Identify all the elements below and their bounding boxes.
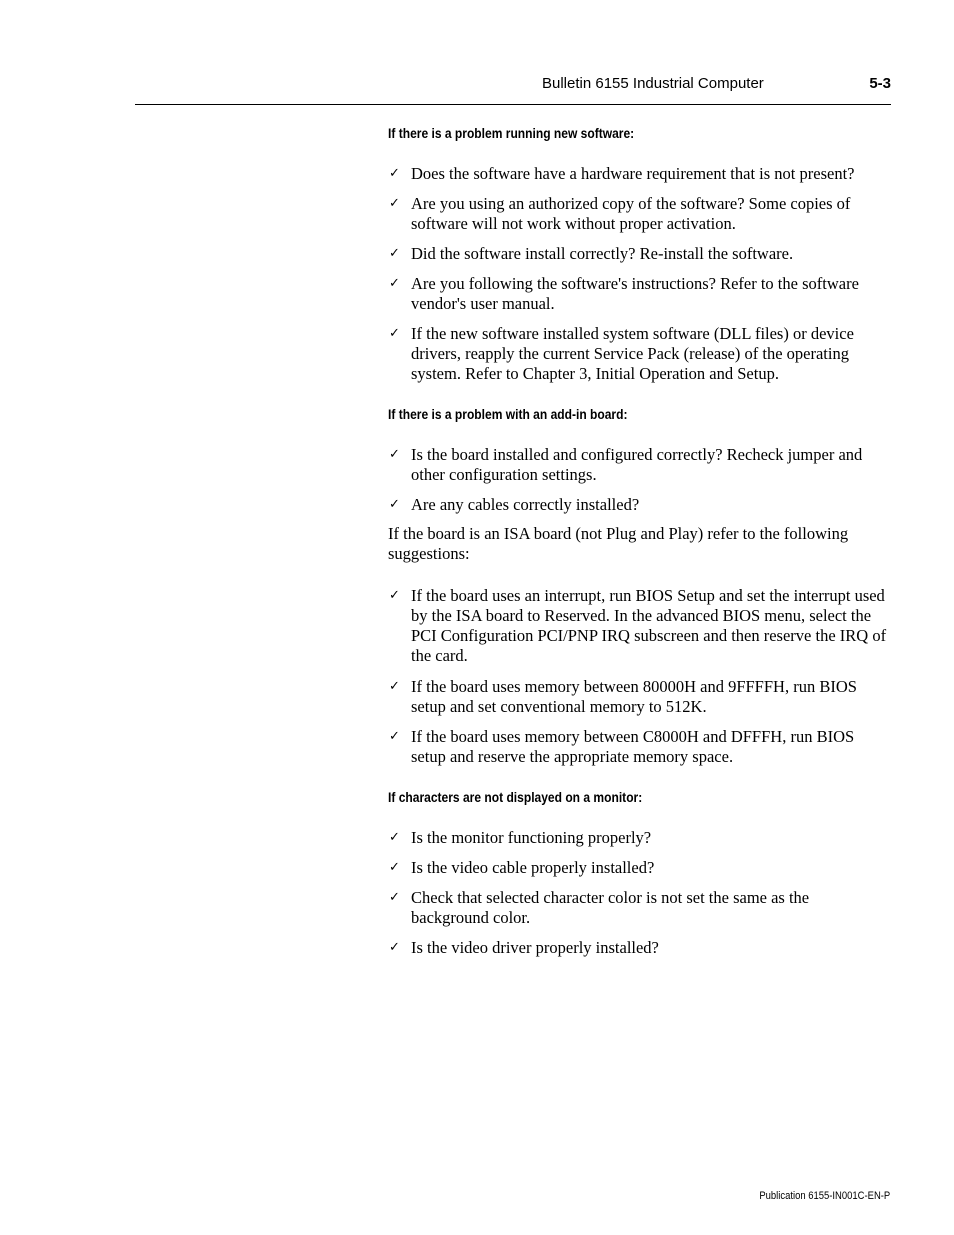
checkmark-icon: ✓ xyxy=(389,246,400,261)
list-item xyxy=(388,727,891,767)
page-header xyxy=(135,74,891,105)
list-item-text: Is the video driver properly installed? xyxy=(411,938,659,957)
list-item xyxy=(388,858,891,878)
list-item-text: Check that selected character color is not set the same as the background color. xyxy=(411,888,810,927)
publication-footer: Publication 6155-IN001C-EN-P xyxy=(759,1190,890,1202)
main-content xyxy=(388,124,891,958)
header-title: Bulletin 6155 Industrial Computer xyxy=(542,75,764,92)
list-item xyxy=(388,938,891,958)
section-heading-add-in-board: If there is a problem with an add-in board: xyxy=(388,406,628,422)
checkmark-icon: ✓ xyxy=(389,497,400,512)
list-item xyxy=(388,677,891,717)
checkmark-icon: ✓ xyxy=(389,447,400,462)
checklist-software xyxy=(388,164,891,384)
list-item xyxy=(388,888,891,928)
list-item-text: If the board uses an interrupt, run BIOS Setup and set the interrupt used by the ISA board to Reserved. In the advanced BIOS menu, select the PCI Configuration PCI/PNP IRQ subscreen and then reserve the IRQ of the card. xyxy=(411,586,887,665)
checkmark-icon: ✓ xyxy=(389,588,400,603)
list-item xyxy=(388,445,891,485)
section-heading-software: If there is a problem running new software: xyxy=(388,125,635,141)
list-item-text: If the board uses memory between C8000H and DFFFH, run BIOS setup and reserve the appropriate memory space. xyxy=(411,727,855,766)
list-item-text: Is the board installed and configured correctly? Recheck jumper and other configuration settings. xyxy=(411,445,863,484)
list-item xyxy=(388,274,891,314)
list-item-text: Is the monitor functioning properly? xyxy=(411,828,652,847)
list-item-text: Does the software have a hardware requirement that is not present? xyxy=(411,164,855,183)
isa-board-paragraph: If the board is an ISA board (not Plug and Play) refer to the following suggestions: xyxy=(388,524,849,563)
checkmark-icon: ✓ xyxy=(389,276,400,291)
list-item-text: Did the software install correctly? Re-install the software. xyxy=(411,244,794,263)
list-item xyxy=(388,194,891,234)
checklist-isa-board xyxy=(388,586,891,767)
section-heading-monitor: If characters are not displayed on a monitor: xyxy=(388,789,643,805)
checklist-add-in-board xyxy=(388,445,891,515)
list-item xyxy=(388,244,891,264)
list-item-text: Are you using an authorized copy of the software? Some copies of software will not work without proper activation. xyxy=(411,194,851,233)
checkmark-icon: ✓ xyxy=(389,890,400,905)
page-number: 5-3 xyxy=(869,75,891,92)
checkmark-icon: ✓ xyxy=(389,860,400,875)
list-item xyxy=(388,495,891,515)
list-item-text: Are any cables correctly installed? xyxy=(411,495,640,514)
list-item-text: Are you following the software's instructions? Refer to the software vendor's user manual. xyxy=(411,274,859,313)
checklist-monitor xyxy=(388,828,891,958)
checkmark-icon: ✓ xyxy=(389,166,400,181)
list-item-text: If the board uses memory between 80000H and 9FFFFH, run BIOS setup and set conventional memory to 512K. xyxy=(411,677,857,716)
list-item xyxy=(388,164,891,184)
checkmark-icon: ✓ xyxy=(389,729,400,744)
checkmark-icon: ✓ xyxy=(389,830,400,845)
list-item xyxy=(388,828,891,848)
checkmark-icon: ✓ xyxy=(389,196,400,211)
list-item-text: If the new software installed system software (DLL files) or device drivers, reapply the current Service Pack (release) of the operating system. Refer to Chapter 3, Initial Operation and Setup. xyxy=(411,324,854,383)
list-item xyxy=(388,586,891,666)
list-item-text: Is the video cable properly installed? xyxy=(411,858,655,877)
list-item xyxy=(388,324,891,384)
checkmark-icon: ✓ xyxy=(389,940,400,955)
checkmark-icon: ✓ xyxy=(389,679,400,694)
checkmark-icon: ✓ xyxy=(389,326,400,341)
